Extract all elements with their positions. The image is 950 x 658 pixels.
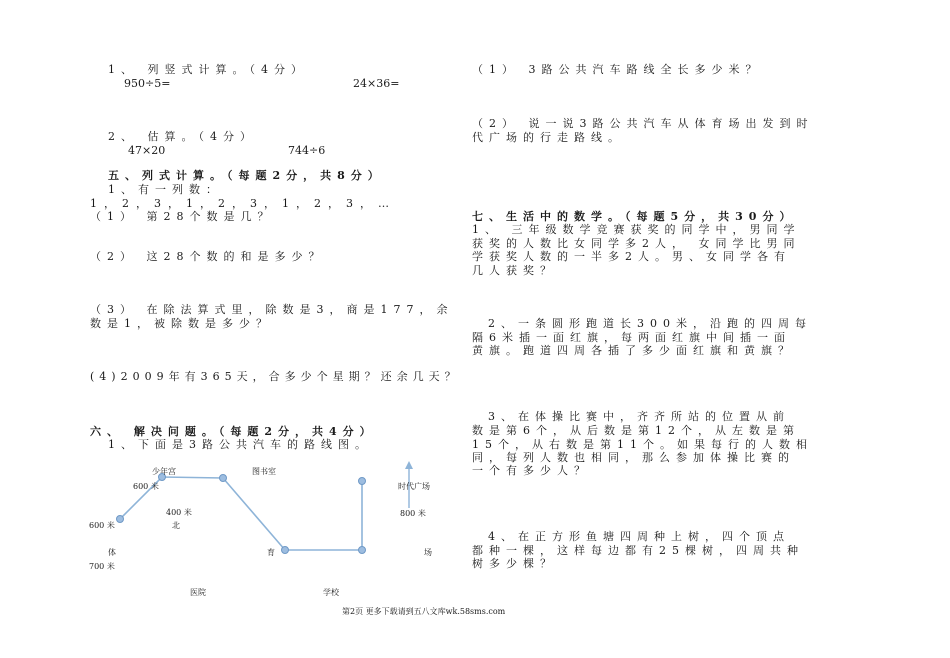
section-5-part-3-line-1: （3） 在除法算式里，除数是3，商是177，余 bbox=[90, 303, 454, 316]
stop-times-square bbox=[359, 478, 366, 485]
route-question-1: （1） 3路公共汽车路线全长多少米？ bbox=[472, 63, 763, 76]
problem-4-line-1: 4、在正方形鱼塘四周种上树，四个顶点 bbox=[488, 530, 790, 543]
problem-2-line-1: 2、一条圆形跑道长300米，沿跑的四周每 bbox=[488, 317, 812, 330]
route-question-2-line-2: 代广场的行走路线。 bbox=[472, 131, 625, 144]
label-times-square: 时代广场 bbox=[398, 482, 430, 491]
section-5-part-4: (4)2009年有365天，合多少个星期？还余几天？ bbox=[90, 370, 461, 383]
label-distance-800: 800 米 bbox=[400, 509, 426, 518]
section-6-q1: 1、下面是3路公共汽车的路线图。 bbox=[108, 438, 372, 451]
q2-expr-b: 744÷6 bbox=[288, 144, 326, 157]
q1-expr-b: 24×36= bbox=[353, 77, 400, 90]
section-5-sequence: 1，2，3，1，2，3，1，2，3，… bbox=[90, 197, 396, 210]
section-5-q1: 1、有一列数： bbox=[108, 183, 223, 196]
problem-4-line-2: 都种一棵，这样每边都有25棵树，四周共种 bbox=[472, 544, 804, 557]
section-5-part-1: （1） 第28个数是几？ bbox=[90, 210, 275, 223]
section-5-title: 五、列式计算。（每题2分，共8分） bbox=[108, 169, 385, 182]
problem-2-line-2: 隔6米插一面红旗，每两面红旗中间插一面 bbox=[472, 331, 791, 344]
label-library: 图书室 bbox=[252, 467, 276, 476]
problem-3-line-2: 数是第6个，从后数是第12个，从左数是第 bbox=[472, 424, 800, 437]
label-north: 北 bbox=[172, 521, 180, 530]
label-gym-part-1: 体 bbox=[108, 548, 116, 557]
route-question-2-line-1: （2） 说一说3路公共汽车从体育场出发到时 bbox=[472, 117, 814, 130]
q2-title: 2、 估算。（4分） bbox=[108, 130, 257, 143]
q1-expr-a: 950÷5= bbox=[124, 77, 171, 90]
label-school: 学校 bbox=[323, 588, 339, 597]
page-footer: 第2页 更多下载请到五八文库wk.58sms.com bbox=[342, 607, 506, 616]
problem-3-line-3: 15个，从右数是第11个。如果每行的人数相 bbox=[472, 438, 813, 451]
label-hospital: 医院 bbox=[190, 588, 206, 597]
stop-school bbox=[359, 547, 366, 554]
stop-library bbox=[220, 475, 227, 482]
stop-hospital bbox=[282, 547, 289, 554]
problem-3-line-1: 3、在体操比赛中，齐齐所站的位置从前 bbox=[488, 410, 790, 423]
q2-expr-a: 47×20 bbox=[128, 144, 166, 157]
north-arrow-icon bbox=[405, 461, 413, 469]
problem-3-line-4: 同，每列人数也相同，那么参加体操比赛的 bbox=[472, 451, 795, 464]
label-youth-palace: 少年宫 bbox=[152, 467, 176, 476]
problem-1-line-1: 1、 三年级数学竞赛获奖的同学中，男同学 bbox=[472, 223, 801, 236]
q1-title: 1、 列竖式计算。（4分） bbox=[108, 63, 308, 76]
label-gym-part-3: 场 bbox=[424, 548, 432, 557]
problem-4-line-3: 树多少棵？ bbox=[472, 557, 557, 570]
label-distance-600-a: 600 米 bbox=[133, 482, 159, 491]
problem-2-line-3: 黄旗。跑道四周各插了多少面红旗和黄旗？ bbox=[472, 344, 795, 357]
problem-1-line-3: 学获奖人数的一半多2人。男、女同学各有 bbox=[472, 250, 791, 263]
label-distance-600-b: 600 米 bbox=[89, 521, 115, 530]
label-distance-700: 700 米 bbox=[89, 562, 115, 571]
problem-3-line-5: 一个有多少人？ bbox=[472, 464, 591, 477]
section-5-part-2: （2） 这28个数的和是多少？ bbox=[90, 250, 326, 263]
label-gym-part-2: 育 bbox=[267, 548, 275, 557]
label-distance-400: 400 米 bbox=[166, 508, 192, 517]
section-6-title: 六、 解决问题。（每题2分，共4分） bbox=[90, 425, 377, 438]
stop-gym bbox=[117, 516, 124, 523]
problem-1-line-2: 获奖的人数比女同学多2人， 女同学比男同 bbox=[472, 237, 801, 250]
section-5-part-3-line-2: 数是1，被除数是多少？ bbox=[90, 317, 273, 330]
problem-1-line-4: 几人获奖？ bbox=[472, 264, 557, 277]
section-7-title: 七、生活中的数学。（每题5分，共30分） bbox=[472, 210, 797, 223]
